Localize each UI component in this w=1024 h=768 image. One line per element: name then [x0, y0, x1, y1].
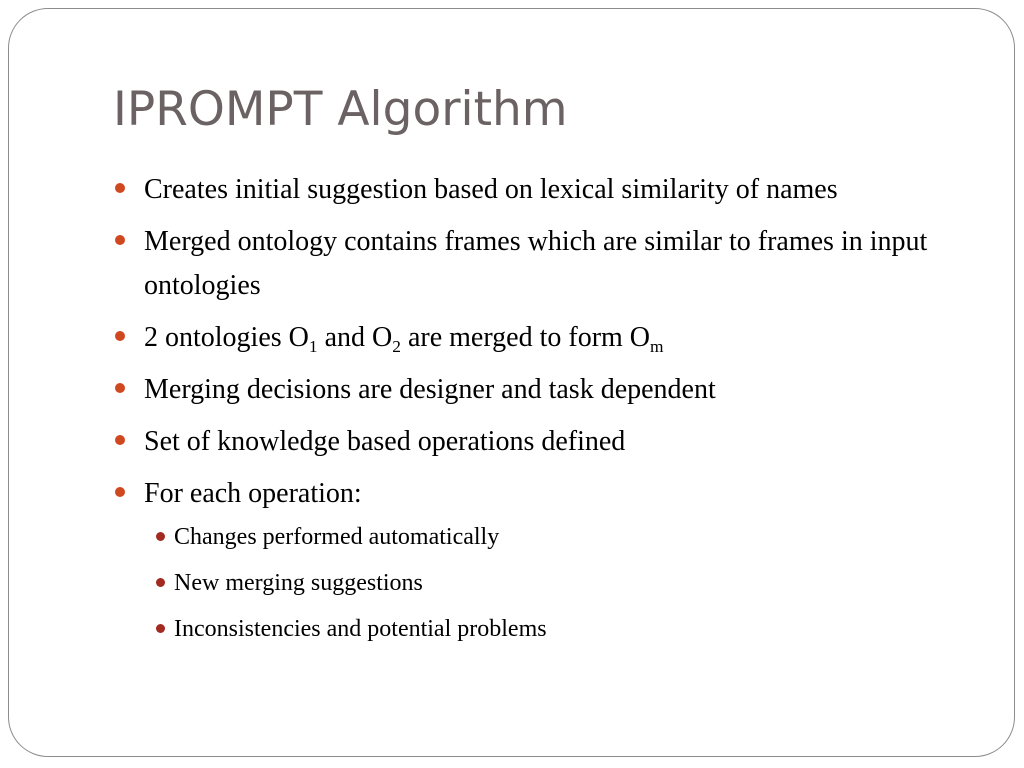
bullet-text: Merged ontology contains frames which are similar to frames in input ontologies — [144, 226, 928, 301]
bullet-dot-icon — [115, 183, 125, 193]
bullet-item — [113, 220, 973, 308]
bullet-item — [113, 368, 973, 412]
bullet-text: Creates initial suggestion based on lexical similarity of names — [144, 174, 838, 205]
symbol-om: O — [629, 322, 651, 353]
bullet-text: Set of knowledge based operations defined — [144, 426, 626, 457]
bullet-dot-icon — [115, 383, 125, 393]
sub-bullet-list — [144, 518, 973, 648]
bullet-item — [113, 420, 973, 464]
bullet-text-ontologies — [144, 322, 664, 357]
sub-bullet-item — [144, 564, 973, 602]
subscript-2: 2 — [392, 337, 401, 357]
bullet-list — [113, 168, 973, 656]
sub-bullet-dot-icon — [156, 578, 165, 587]
symbol-o1: O — [288, 322, 309, 353]
bullet-dot-icon — [115, 435, 125, 445]
bullet-text: For each operation: — [144, 478, 362, 509]
symbol-o2: O — [372, 322, 393, 353]
bullet-dot-icon — [115, 331, 125, 341]
subscript-1: 1 — [308, 337, 318, 357]
slide-title: IPROMPT Algorithm — [113, 82, 568, 137]
text-segment: 2 ontologies — [144, 322, 289, 353]
sub-bullet-item — [144, 610, 973, 648]
sub-bullet-text: Changes performed automatically — [174, 524, 500, 550]
text-segment: are merged to form — [400, 322, 630, 353]
bullet-item — [113, 316, 973, 360]
subscript-m: m — [650, 337, 664, 357]
text-segment: and — [317, 322, 373, 353]
bullet-text: Merging decisions are designer and task dependent — [144, 374, 716, 405]
sub-bullet-dot-icon — [156, 624, 165, 633]
sub-bullet-text: New merging suggestions — [174, 570, 423, 596]
bullet-dot-icon — [115, 235, 125, 245]
sub-bullet-dot-icon — [156, 532, 165, 541]
sub-bullet-item — [144, 518, 973, 556]
bullet-item — [113, 168, 973, 212]
sub-bullet-text: Inconsistencies and potential problems — [174, 616, 547, 642]
bullet-item — [113, 472, 973, 648]
bullet-dot-icon — [115, 487, 125, 497]
